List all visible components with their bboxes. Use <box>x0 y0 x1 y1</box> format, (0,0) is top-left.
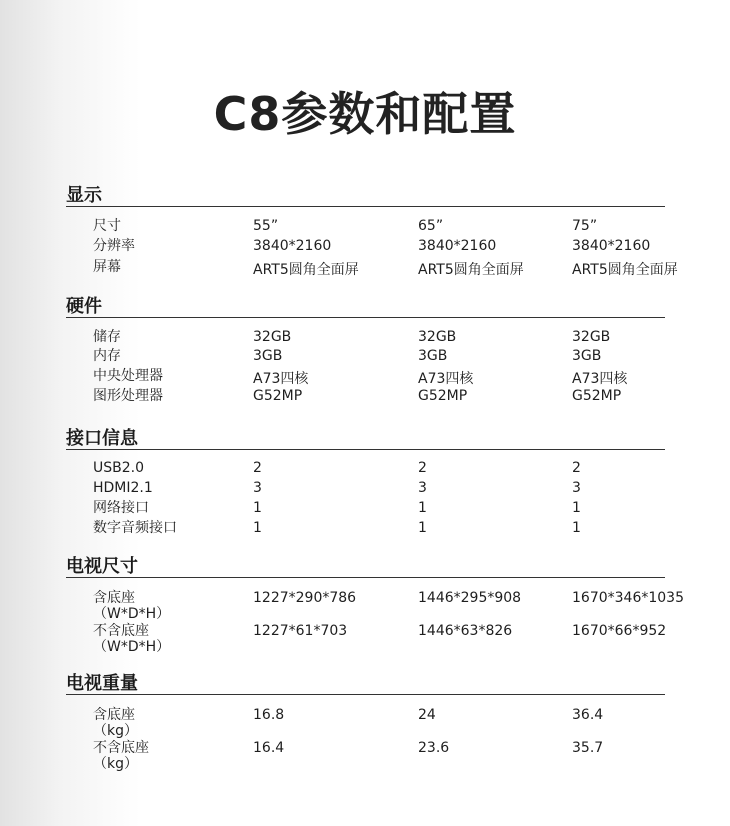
cell-65: G52MP <box>418 388 468 404</box>
row-label <box>93 623 170 655</box>
cell-55: 2 <box>253 460 262 476</box>
cell-75: G52MP <box>572 388 622 404</box>
cell-65: 65” <box>418 218 444 234</box>
row-label: 屏幕 <box>93 259 121 275</box>
row-label-unit: （kg） <box>93 723 138 739</box>
section-heading-dimensions: 电视尺寸 <box>66 556 138 577</box>
cell-75: 1 <box>572 520 581 536</box>
cell-75: 1670*346*1035 <box>572 590 684 606</box>
section-divider <box>66 577 665 578</box>
cell-75: 36.4 <box>572 707 604 723</box>
section-heading-display: 显示 <box>66 185 102 206</box>
cell-65: 1446*295*908 <box>418 590 522 606</box>
section-divider <box>66 317 665 318</box>
cell-65: 32GB <box>418 329 457 345</box>
cell-75: 1670*66*952 <box>572 623 667 639</box>
row-label: 网络接口 <box>93 500 149 516</box>
row-label-unit: （W*D*H） <box>93 606 171 622</box>
cell-75: 3 <box>572 480 581 496</box>
cell-75: A73四核 <box>572 371 628 387</box>
row-label <box>93 740 149 772</box>
cell-65: 3GB <box>418 348 448 364</box>
cell-55: 1227*61*703 <box>253 623 348 639</box>
cell-75: 3GB <box>572 348 602 364</box>
cell-55: 16.4 <box>253 740 285 756</box>
row-label-main: 含底座 <box>93 707 135 723</box>
cell-55: G52MP <box>253 388 303 404</box>
row-label <box>93 590 170 622</box>
cell-65: 2 <box>418 460 427 476</box>
section-heading-ports: 接口信息 <box>66 428 138 449</box>
row-label-main: 含底座 <box>93 590 135 606</box>
row-label: 数字音频接口 <box>93 520 177 536</box>
cell-55: A73四核 <box>253 371 309 387</box>
cell-75: 35.7 <box>572 740 604 756</box>
row-label-main: 不含底座 <box>93 623 149 639</box>
cell-55: ART5圆角全面屏 <box>253 262 359 278</box>
cell-65: A73四核 <box>418 371 474 387</box>
cell-75: 1 <box>572 500 581 516</box>
cell-75: 3840*2160 <box>572 238 651 254</box>
row-label: HDMI2.1 <box>93 480 153 496</box>
row-label: 图形处理器 <box>93 388 163 404</box>
row-label: USB2.0 <box>93 460 145 476</box>
row-label: 储存 <box>93 329 121 345</box>
cell-55: 55” <box>253 218 279 234</box>
cell-65: 3840*2160 <box>418 238 497 254</box>
row-label-unit: （W*D*H） <box>93 639 171 655</box>
section-divider <box>66 449 665 450</box>
cell-65: 1 <box>418 500 427 516</box>
cell-65: 23.6 <box>418 740 450 756</box>
cell-55: 3 <box>253 480 262 496</box>
cell-55: 3GB <box>253 348 283 364</box>
cell-55: 1227*290*786 <box>253 590 357 606</box>
row-label: 内存 <box>93 348 121 364</box>
page-title: C8参数和配置 <box>213 87 517 141</box>
row-label-main: 不含底座 <box>93 740 149 756</box>
row-label: 中央处理器 <box>93 368 163 384</box>
cell-75: 75” <box>572 218 598 234</box>
cell-75: 32GB <box>572 329 611 345</box>
cell-55: 1 <box>253 500 262 516</box>
row-label <box>93 707 138 739</box>
cell-55: 16.8 <box>253 707 285 723</box>
cell-55: 1 <box>253 520 262 536</box>
row-label: 分辨率 <box>93 238 135 254</box>
cell-55: 3840*2160 <box>253 238 332 254</box>
cell-75: ART5圆角全面屏 <box>572 262 678 278</box>
section-heading-weight: 电视重量 <box>66 673 138 694</box>
row-label-unit: （kg） <box>93 756 138 772</box>
cell-65: 1446*63*826 <box>418 623 513 639</box>
cell-75: 2 <box>572 460 581 476</box>
section-divider <box>66 694 665 695</box>
row-label: 尺寸 <box>93 218 121 234</box>
cell-65: 1 <box>418 520 427 536</box>
cell-65: ART5圆角全面屏 <box>418 262 524 278</box>
cell-65: 24 <box>418 707 436 723</box>
section-heading-hardware: 硬件 <box>66 296 102 317</box>
cell-55: 32GB <box>253 329 292 345</box>
section-divider <box>66 206 665 207</box>
cell-65: 3 <box>418 480 427 496</box>
